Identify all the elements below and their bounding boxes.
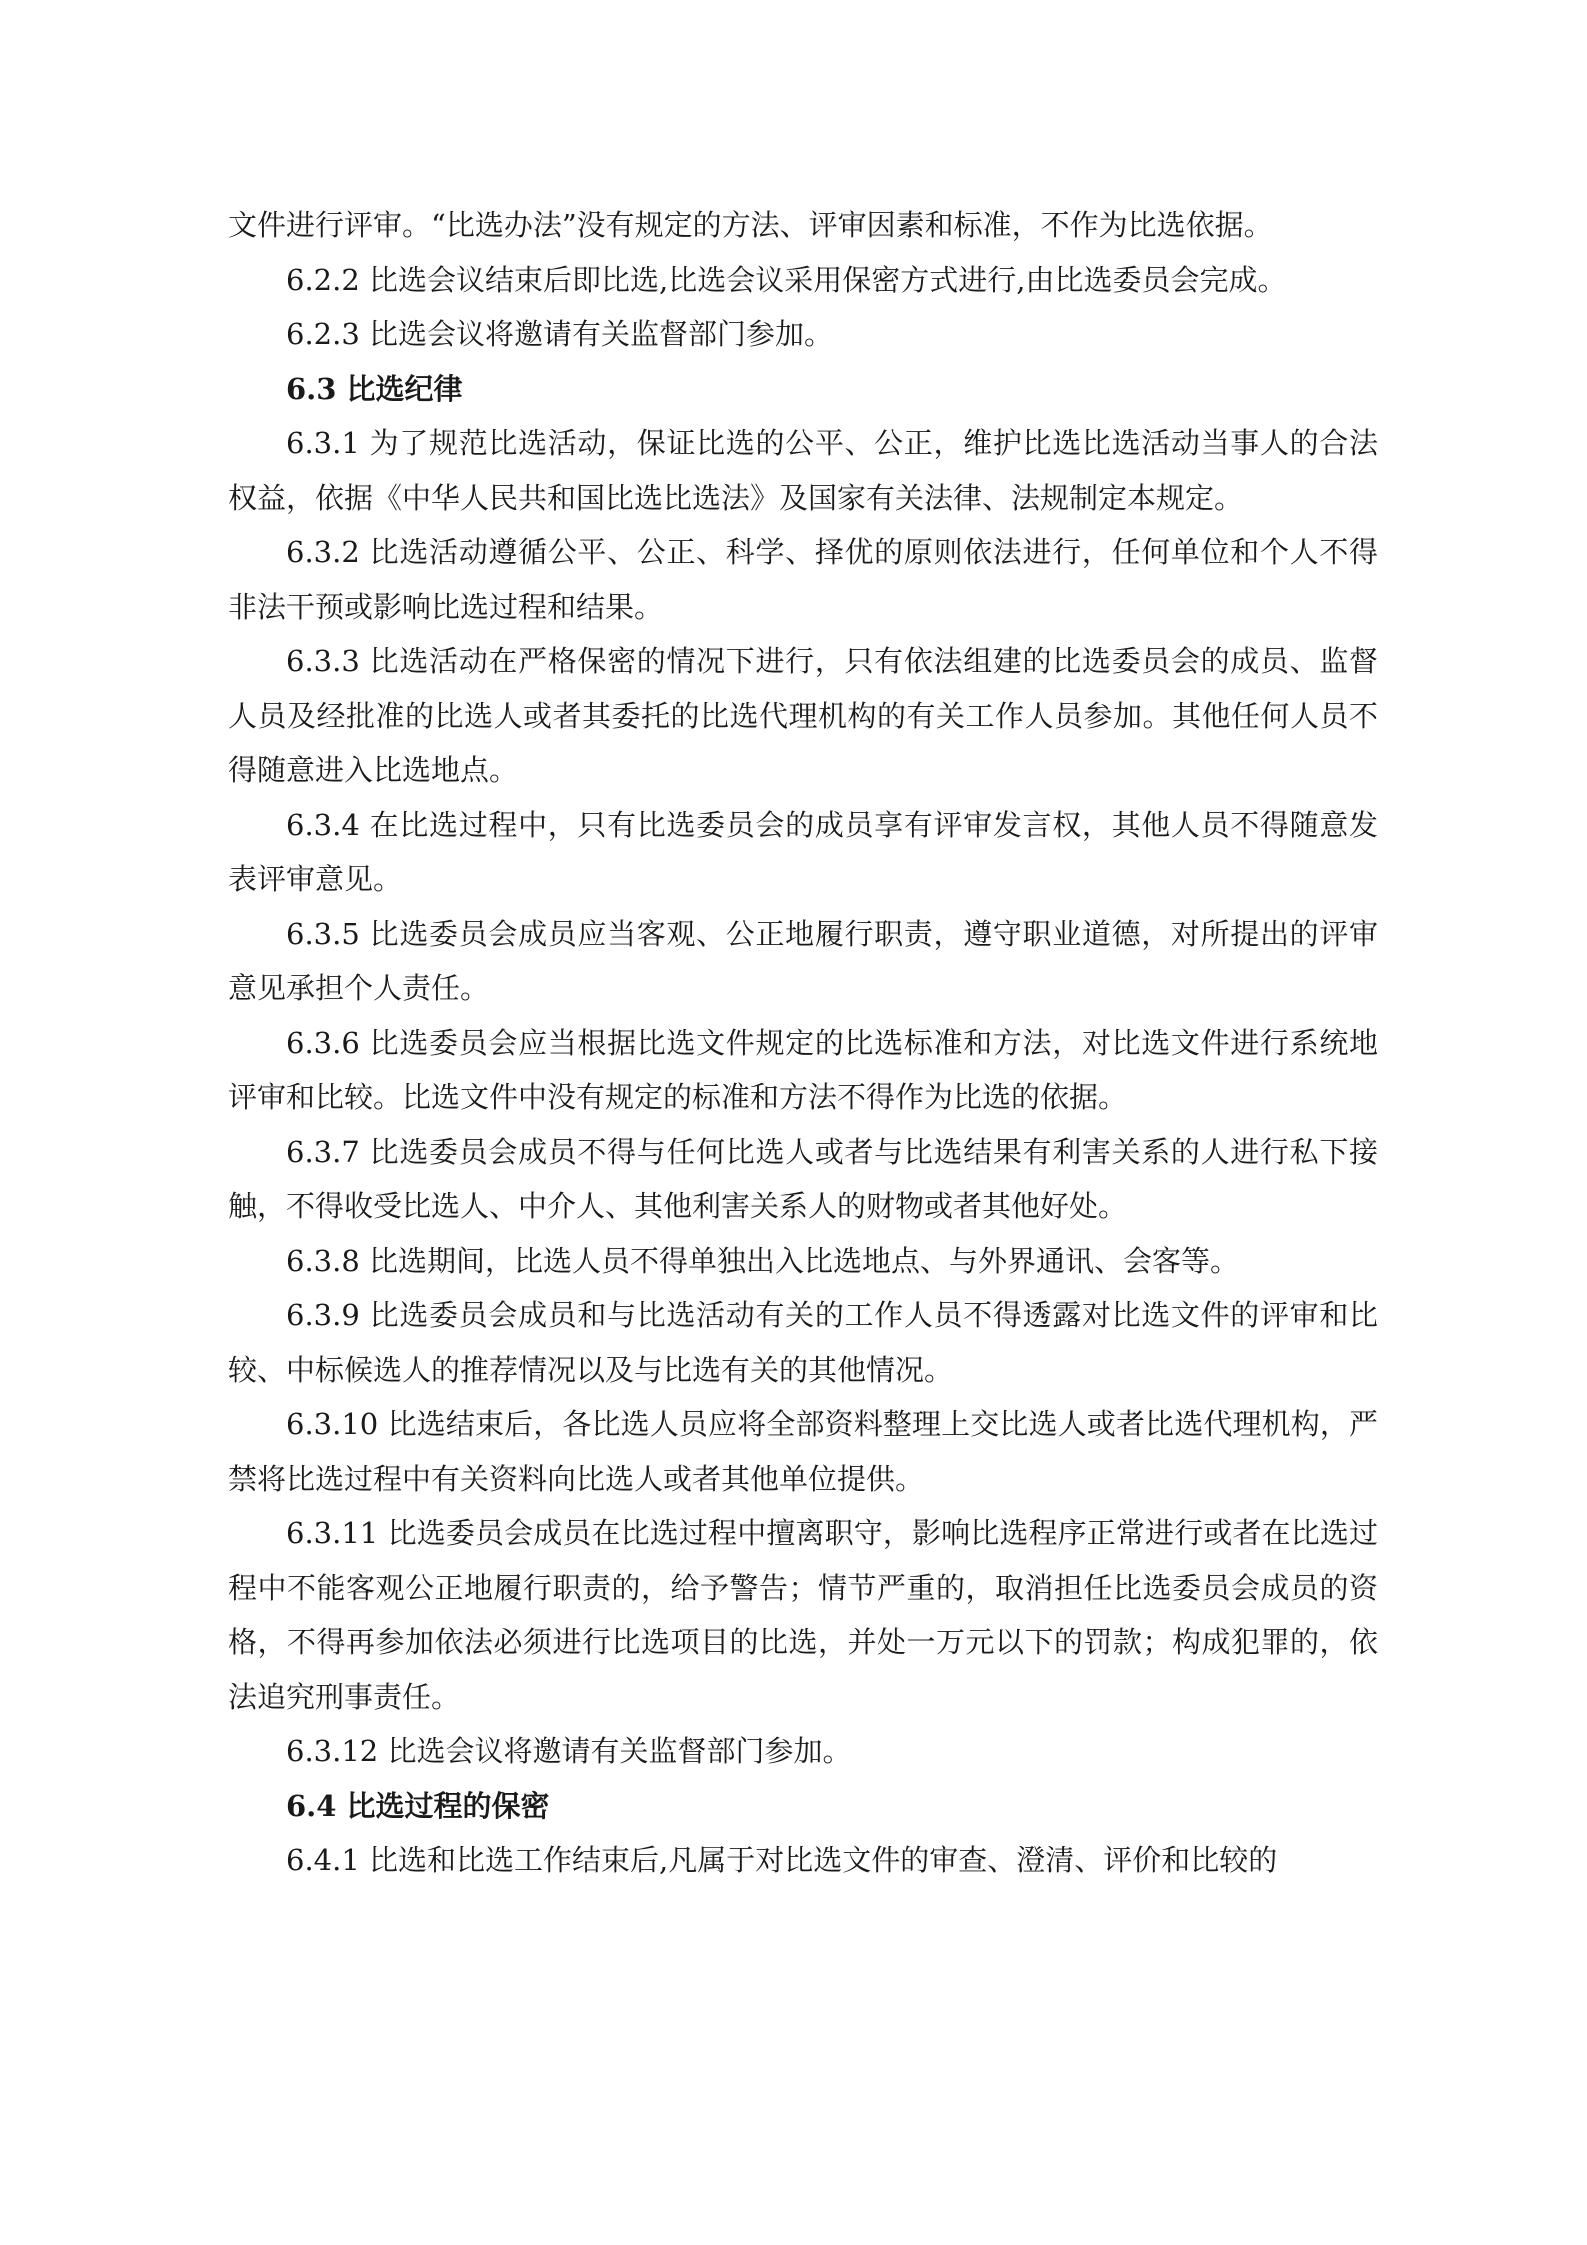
paragraph-6-3-5: 6.3.5 比选委员会成员应当客观、公正地履行职责，遵守职业道德，对所提出的评审意见承担个人责任。 xyxy=(228,916,1378,1005)
paragraph-6-2-3: 6.2.3 比选会议将邀请有关监督部门参加。 xyxy=(286,317,834,351)
section-heading-6-4: 6.4 比选过程的保密 xyxy=(286,1788,550,1823)
paragraph-6-3-6: 6.3.6 比选委员会应当根据比选文件规定的比选标准和方法，对比选文件进行系统地评审和比较。比选文件中没有规定的标准和方法不得作为比选的依据。 xyxy=(228,1025,1378,1114)
paragraph-6-3-10: 6.3.10 比选结束后，各比选人员应将全部资料整理上交比选人或者比选代理机构，严禁将比选过程中有关资料向比选人或者其他单位提供。 xyxy=(228,1407,1378,1496)
paragraph-6-3-8: 6.3.8 比选期间，比选人员不得单独出入比选地点、与外界通讯、会客等。 xyxy=(286,1243,1240,1278)
section-heading-6-3: 6.3 比选纪律 xyxy=(286,371,463,406)
paragraph-6-3-1: 6.3.1 为了规范比选活动，保证比选的公平、公正，维护比选比选活动当事人的合法权益，依据《中华人民共和国比选比选法》及国家有关法律、法规制定本规定。 xyxy=(228,426,1378,515)
paragraph-continuation: 文件进行评审。“比选办法”没有规定的方法、评审因素和标准，不作为比选依据。 xyxy=(228,208,1273,242)
paragraph-6-3-2: 6.3.2 比选活动遵循公平、公正、科学、择优的原则依法进行，任何单位和个人不得非法干预或影响比选过程和结果。 xyxy=(228,535,1378,624)
paragraph-6-3-9: 6.3.9 比选委员会成员和与比选活动有关的工作人员不得透露对比选文件的评审和比较、中标候选人的推荐情况以及与比选有关的其他情况。 xyxy=(228,1298,1378,1387)
paragraph-6-4-1: 6.4.1 比选和比选工作结束后,凡属于对比选文件的审查、澄清、评价和比较的 xyxy=(286,1843,1278,1877)
paragraph-6-3-7: 6.3.7 比选委员会成员不得与任何比选人或者与比选结果有利害关系的人进行私下接触，不得收受比选人、中介人、其他利害关系人的财物或者其他好处。 xyxy=(228,1134,1378,1223)
paragraph-6-3-4: 6.3.4 在比选过程中，只有比选委员会的成员享有评审发言权，其他人员不得随意发表评审意见。 xyxy=(228,807,1378,896)
paragraph-6-3-3: 6.3.3 比选活动在严格保密的情况下进行，只有依法组建的比选委员会的成员、监督人员及经批准的比选人或者其委托的比选代理机构的有关工作人员参加。其他任何人员不得随意进入比选地点。 xyxy=(228,644,1378,787)
paragraph-6-3-11: 6.3.11 比选委员会成员在比选过程中擅离职守，影响比选程序正常进行或者在比选过程中不能客观公正地履行职责的，给予警告；情节严重的，取消担任比选委员会成员的资格，不得再参加依法必须进行比选项目的比选，并处一万元以下的罚款；构成犯罪的，依法追究刑事责任。 xyxy=(228,1516,1378,1714)
paragraph-6-2-2: 6.2.2 比选会议结束后即比选,比选会议采用保密方式进行,由比选委员会完成。 xyxy=(286,262,1287,297)
paragraph-6-3-12: 6.3.12 比选会议将邀请有关监督部门参加。 xyxy=(286,1734,852,1768)
document-body xyxy=(228,198,1378,1888)
